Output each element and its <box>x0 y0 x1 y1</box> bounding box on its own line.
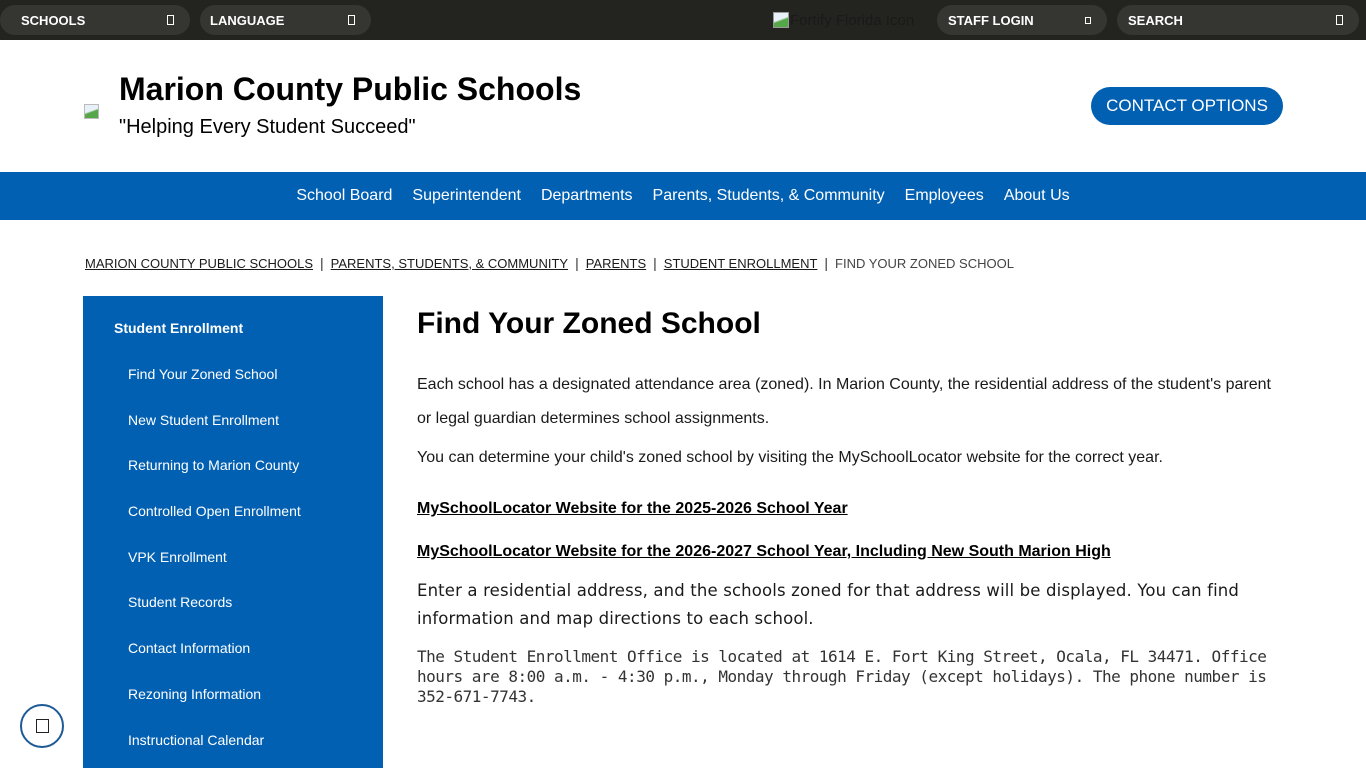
instructions-paragraph: Enter a residential address, and the schools zoned for that address will be displayed. You can find information and map directions to each school. <box>417 581 1240 628</box>
utility-bar <box>0 0 1366 40</box>
staff-login-label: STAFF LOGIN <box>948 12 1034 28</box>
nav-superintendent[interactable]: Superintendent <box>412 187 521 204</box>
sidebar-item-new-student-enrollment[interactable]: New Student Enrollment <box>128 411 279 428</box>
fortify-florida-icon <box>773 12 789 28</box>
sidebar-item-student-records[interactable]: Student Records <box>128 594 233 611</box>
breadcrumb-separator: | <box>320 255 324 271</box>
myschoollocator-2025-2026-link[interactable]: MySchoolLocator Website for the 2025-2026 School Year <box>417 500 848 517</box>
schools-label: SCHOOLS <box>21 12 86 28</box>
fortify-florida-link[interactable] <box>773 10 914 30</box>
nav-departments[interactable]: Departments <box>540 187 633 204</box>
nav-parents-students-community[interactable]: Parents, Students, & Community <box>652 187 885 204</box>
sidebar-item-rezoning-information[interactable]: Rezoning Information <box>128 685 262 702</box>
breadcrumb-separator: | <box>824 255 829 271</box>
breadcrumb-student-enrollment[interactable]: STUDENT ENROLLMENT <box>663 255 818 271</box>
accessibility-icon <box>36 719 49 733</box>
locator-paragraph: You can determine your child's zoned school by visiting the MySchoolLocator website for the correct year. <box>417 449 1163 466</box>
breadcrumb-separator: | <box>653 255 657 271</box>
language-label: LANGUAGE <box>210 12 285 28</box>
district-logo[interactable] <box>84 104 99 119</box>
main-content <box>417 307 1287 707</box>
sidebar-item-contact-information[interactable]: Contact Information <box>128 640 251 657</box>
section-sidebar <box>83 296 383 768</box>
staff-login-dropdown[interactable] <box>937 5 1107 35</box>
schools-dropdown[interactable] <box>0 5 190 35</box>
sidebar-item-instructional-calendar[interactable]: Instructional Calendar <box>128 731 265 748</box>
site-title[interactable]: Marion County Public Schools <box>119 71 582 107</box>
office-info-paragraph: The Student Enrollment Office is located at 1614 E. Fort King Street, Ocala, FL 34471. Office hours are 8:00 a.m. - 4:30 p.m., Monday through Friday (except holidays). The phone number is 352-671-7743. <box>417 647 1267 706</box>
chevron-down-icon <box>167 15 174 25</box>
sidebar-item-vpk-enrollment[interactable]: VPK Enrollment <box>128 548 227 565</box>
language-dropdown[interactable] <box>200 5 371 35</box>
sidebar-item-returning-to-marion-county[interactable]: Returning to Marion County <box>128 457 300 474</box>
breadcrumb-home[interactable]: MARION COUNTY PUBLIC SCHOOLS <box>85 255 314 271</box>
main-nav <box>0 172 1366 220</box>
nav-school-board[interactable]: School Board <box>296 187 393 204</box>
intro-paragraph: Each school has a designated attendance area (zoned). In Marion County, the residential address of the student's parent or legal guardian determines school assignments. <box>417 376 1271 427</box>
search-button[interactable] <box>1117 5 1359 35</box>
breadcrumb-parents-students-community[interactable]: PARENTS, STUDENTS, & COMMUNITY <box>330 255 569 271</box>
nav-employees[interactable]: Employees <box>904 187 984 204</box>
breadcrumb-separator: | <box>575 255 579 271</box>
site-tagline: "Helping Every Student Succeed" <box>119 116 416 138</box>
sidebar-heading-student-enrollment[interactable]: Student Enrollment <box>114 320 244 336</box>
sidebar-menu <box>128 366 301 768</box>
search-label: SEARCH <box>1128 12 1183 28</box>
page-title: Find Your Zoned School <box>417 307 761 340</box>
breadcrumb-parents[interactable]: PARENTS <box>585 255 647 271</box>
fortify-alt-text: Fortify Florida Icon <box>790 11 915 29</box>
breadcrumb <box>85 255 1014 271</box>
chevron-down-icon <box>348 15 355 25</box>
accessibility-button[interactable] <box>20 704 64 748</box>
search-icon <box>1336 15 1343 25</box>
myschoollocator-2026-2027-link[interactable]: MySchoolLocator Website for the 2026-2027 School Year, Including New South Marion High <box>417 543 1111 560</box>
breadcrumb-current: FIND YOUR ZONED SCHOOL <box>835 255 1014 271</box>
sidebar-item-find-your-zoned-school[interactable]: Find Your Zoned School <box>128 366 278 382</box>
nav-about-us[interactable]: About Us <box>1003 187 1070 204</box>
contact-options-button[interactable]: CONTACT OPTIONS <box>1091 87 1283 125</box>
sidebar-item-controlled-open-enrollment[interactable]: Controlled Open Enrollment <box>128 503 301 520</box>
chevron-down-icon <box>1085 17 1091 24</box>
